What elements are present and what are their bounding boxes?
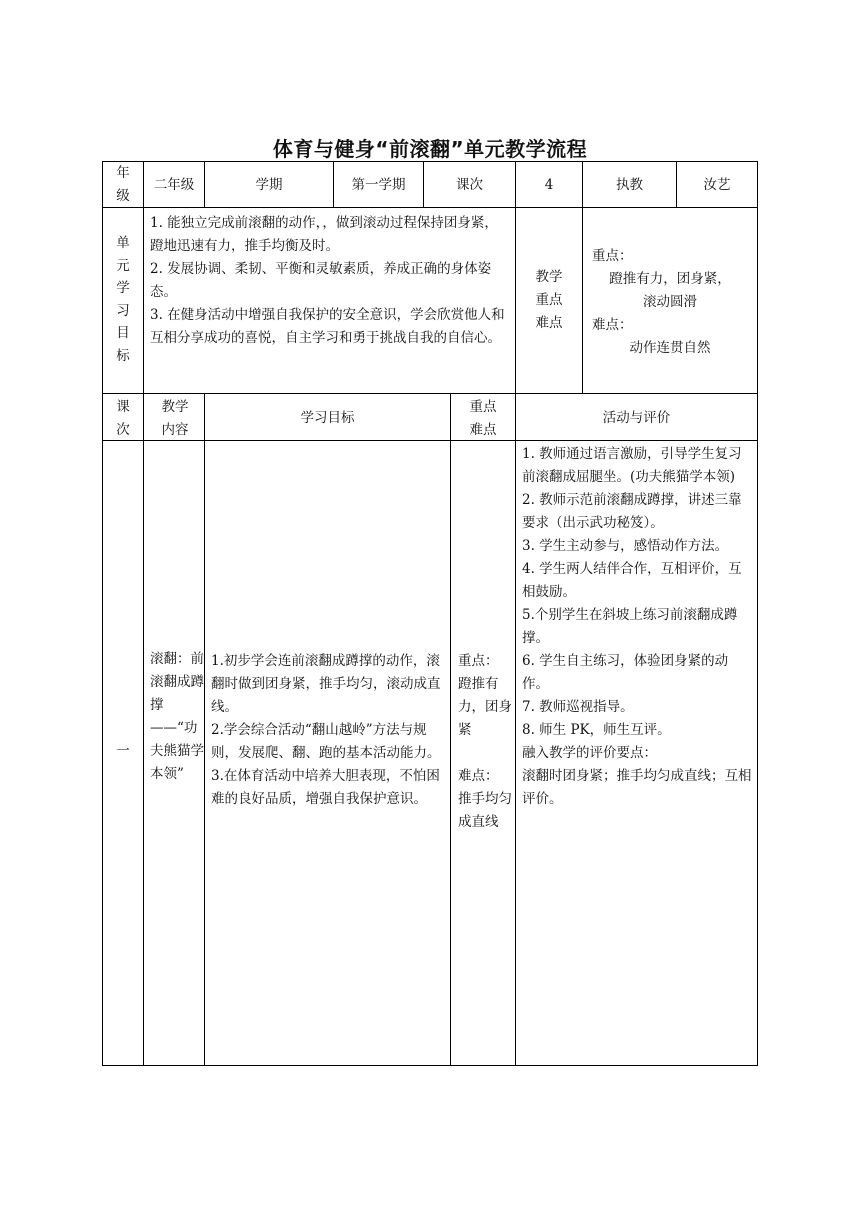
lessons-value: 4	[544, 177, 554, 193]
activity-3: 3. 学生主动参与，感悟动作方法。	[522, 538, 729, 554]
activity-1: 1. 教师通过语言激励，引导学生复习前滚翻成屈腿坐。(功夫熊猫学本领)	[522, 446, 742, 485]
unit-goals-label: 单元学习目标	[116, 235, 130, 364]
unit-focus-label: 重点：	[592, 248, 633, 264]
unit-goal-1: 1. 能独立完成前滚翻的动作，，做到滚动过程保持团身紧，蹬地迅速有力，推手均衡及时。	[150, 215, 498, 254]
grade-label: 年级	[116, 165, 130, 204]
unit-goal-3: 3. 在健身活动中增强自我保护的安全意识，学会欣赏他人和互相分享成功的喜悦，自主学习和勇于挑战自我的自信心。	[150, 307, 505, 346]
teacher-value: 汝艺	[703, 177, 731, 193]
unit-keypoints-label: 教学重点难点	[535, 269, 563, 331]
term-value: 第一学期	[351, 177, 406, 193]
lesson1-keypoints	[458, 650, 512, 834]
term-label: 学期	[255, 177, 283, 193]
lesson1-objectives-list	[211, 650, 445, 811]
lesson1-difficulty-text: 推手均匀成直线	[458, 791, 512, 830]
activity-6: 6. 学生自主练习，体验团身紧的动作。	[522, 653, 729, 692]
activity-5: 5.个别学生在斜坡上练习前滚翻成蹲撑。	[522, 607, 738, 646]
activity-4: 4. 学生两人结伴合作，互相评价，互相鼓励。	[522, 561, 742, 600]
col-keypoints: 重点难点	[469, 399, 497, 438]
grade-value: 二年级	[153, 177, 195, 193]
evaluation-label: 融入教学的评价要点：	[522, 745, 657, 761]
unit-focus-line1: 蹬推有力，团身紧，	[609, 271, 731, 287]
unit-focus-line2: 滚动圆滑	[643, 294, 697, 310]
unit-goal-2: 2. 发展协调、柔韧、平衡和灵敏素质，养成正确的身体姿态。	[150, 261, 492, 300]
lesson1-objective-3: 3.在体育活动中培养大胆表现，不怕困难的良好品质，增强自我保护意识。	[211, 768, 440, 807]
unit-difficulty-label: 难点：	[592, 317, 633, 333]
col-activities: 活动与评价	[602, 410, 671, 426]
unit-goals-list	[150, 212, 510, 350]
teacher-label: 执教	[616, 177, 643, 193]
evaluation-points: 滚翻时团身紧；推手均匀成直线；互相评价。	[522, 768, 752, 807]
lesson1-content: 滚翻：前滚翻成蹲撑——“功夫熊猫学本领”	[150, 651, 204, 782]
activity-7: 7. 教师巡视指导。	[522, 699, 634, 715]
lesson1-objective-1: 1.初步学会连前滚翻成蹲撑的动作，滚翻时做到团身紧，推手均匀，滚动成直线。	[211, 653, 441, 715]
lesson1-objective-2: 2.学会综合活动“翻山越岭”方法与规则，发展爬、翻、跑的基本活动能力。	[211, 722, 441, 761]
lesson1-difficulty-label: 难点：	[458, 768, 499, 784]
lessons-label: 课次	[456, 177, 483, 193]
unit-difficulty-text: 动作连贯自然	[629, 340, 711, 356]
lesson1-focus-text: 蹬推有力，团身紧	[458, 676, 512, 738]
lesson1-activities-list	[522, 443, 754, 811]
col-lesson: 课次	[116, 399, 130, 438]
col-content: 教学内容	[161, 399, 189, 438]
page-title: 体育与健身“前滚翻”单元教学流程	[272, 137, 588, 161]
activity-8: 8. 师生 PK，师生互评。	[522, 722, 671, 738]
lesson1-focus-label: 重点：	[458, 653, 499, 669]
activity-2: 2. 教师示范前滚翻成蹲撑，讲述三靠要求（出示武功秘笈）。	[522, 492, 742, 531]
col-objectives: 学习目标	[300, 410, 355, 426]
lesson1-number: 一	[116, 743, 130, 759]
